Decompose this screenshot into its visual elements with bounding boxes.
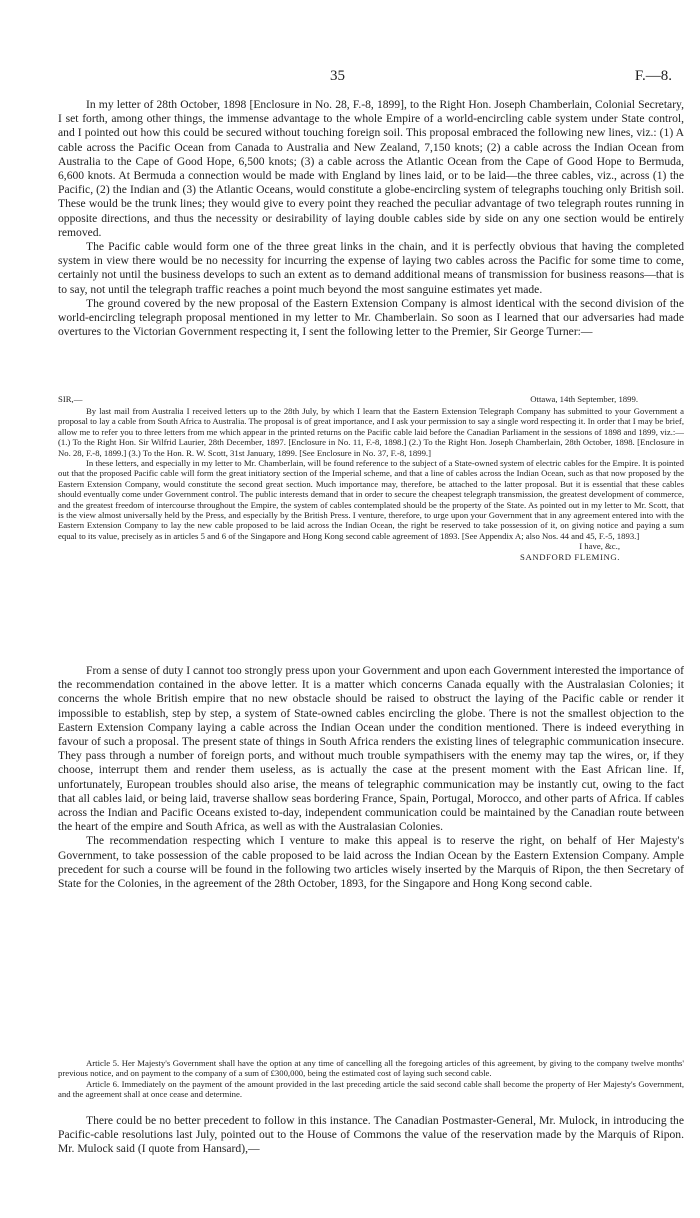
appeal-section: [58, 664, 684, 891]
paragraph-recommendation: The recommendation respecting which I venture to make this appeal is to reserve the right, on behalf of Her Majesty's Government, to take possession of the cable proposed to be laid across the Indian Ocean by the Eastern Extension Company. Ample precedent for such a course will be found in the following two articles wisely inserted by the Marquis of Ripon, the then Secretary of State for the Colonies, in the agreement of the 28th October, 1893, for the Singapore and Hong Kong second cable.: [58, 834, 684, 891]
letter-to-premier: [58, 394, 684, 562]
agreement-articles: [58, 1058, 684, 1100]
closing-section: [58, 1114, 684, 1157]
page-number: 35: [330, 68, 345, 84]
article-6: Article 6. Immediately on the payment of the amount provided in the last preceding article the said second cable shall become the property of Her Majesty's Government, and the agreement shall at once cease and determine.: [58, 1078, 684, 1100]
signature-name: SANDFORD FLEMING.: [520, 551, 620, 562]
letter-salutation: SIR,—: [58, 394, 83, 404]
letter-dateline: Ottawa, 14th September, 1899.: [530, 394, 638, 404]
letter-paragraph: By last mail from Australia I received letters up to the 28th July, by which I learn that the Eastern Extension Telegraph Company has submitted to your Government a proposal to lay a cable from South Africa to Australia. The proposal is of great importance, and I ask your permission to say a single word respecting it. In order that I may be brief, allow me to refer you to three letters from me which appear in the printed returns on the Pacific cable laid before the Canadian Parliament in the sessions of 1898 and 1899, viz.:—(1.) To the Right Hon. Sir Wilfrid Laurier, 28th December, 1897. [Enclosure in No. 11, F.-8, 1898.] (2.) To the Right Hon. Joseph Chamberlain, 28th October, 1898. [Enclosure in No. 28, F.-8, 1899.] (3.) To the Hon. R. W. Scott, 31st January, 1899. [See Enclosure in No. 37, F.-8, 1899.]: [58, 406, 684, 458]
paragraph-duty-appeal: From a sense of duty I cannot too strongly press upon your Government and upon each Government interested the importance of the recommendation contained in the above letter. It is a matter which concerns Canada equally with the Australasian Colonies; it concerns the whole British empire that no new obstacle should be raised to obstruct the laying of the Pacific cable or render it impossible to establish, step by step, a system of State-owned cables encircling the globe. There is not the smallest objection to the Eastern Extension Company laying a cable across the Indian Ocean under the condition mentioned. There is indeed everything in favour of such a proposal. The present state of things in South Africa renders the existing lines of telegraphic communication insecure. They pass through a number of foreign ports, and without much trouble sympathisers with the enemy may tap the wires, or, if they choose, interrupt them and render them useless, as is actually the case at the present moment with the East African line. If, unfortunately, European troubles should also arise, the means of telegraphic communication may be instantly cut, owing to the fact that all cables laid, or being laid, traverse shallow seas bordering France, Spain, Portugal, Morocco, and other parts of Africa. If cables across the Indian and Pacific Oceans existed to-day, independent communication could be maintained by the Canadian route between the heart of the empire and South Africa, as well as with the Australasian Colonies.: [58, 664, 684, 834]
paragraph-precedent: There could be no better precedent to follow in this instance. The Canadian Postmaster-General, Mr. Mulock, in introducing the Pacific-cable resolutions last July, pointed out to the House of Commons the value of the reservation made by the Marquis of Ripon. Mr. Mulock said (I quote from Hansard),—: [58, 1114, 684, 1156]
letter-header: [58, 394, 684, 406]
document-reference: F.—8.: [634, 68, 672, 84]
letter-signature: [58, 552, 684, 562]
paragraph-eastern-extension-proposal: The ground covered by the new proposal of the Eastern Extension Company is almost identical with the second division of the world-encircling telegraph proposal mentioned in my letter to Mr. Chamberlain. So soon as I learned that our adversaries had made overtures to the Victorian Government respecting it, I sent the following letter to the Premier, Sir George Turner:—: [58, 296, 684, 339]
paragraph-world-cable-proposal: In my letter of 28th October, 1898 [Enclosure in No. 28, F.-8, 1899], to the Right Hon. Joseph Chamberlain, Colonial Secretary, I set forth, among other things, the immense advantage to the whole Empire of a world-encircling cable system under State control, and I pointed out how this could be secured without touching foreign soil. This proposal embraced the following new lines, viz.: (1) A cable across the Pacific Ocean from Canada to Australia and New Zealand, 7,150 knots; (2) a cable across the Indian Ocean from Australia to the Cape of Good Hope, 6,500 knots; (3) a cable across the Atlantic Ocean from the Cape of Good Hope to Bermuda, 6,600 knots. At Bermuda a connection would be made with England by lines laid, or to be laid—the three cables, viz., across (1) the Pacific, (2) the Indian and (3) the Atlantic Oceans, would constitute a globe-encircling system of telegraphs touching only British soil. These would be the trunk lines; they would give to every point they reached the peculiar advantage of two telegraph routes running in opposite directions, and thus the necessity or desirability of laying double cables side by side on any one section would be entirely removed.: [58, 98, 684, 239]
article-5: Article 5. Her Majesty's Government shall have the option at any time of cancelling all the foregoing articles of this agreement, by giving to the company twelve months' previous notice, and on payment to the company of a sum of £300,000, being the estimated cost of laying such second cable.: [58, 1058, 684, 1079]
letter-paragraph: In these letters, and especially in my letter to Mr. Chamberlain, will be found reference to the subject of a State-owned system of electric cables for the Empire. It is pointed out that the proposed Pacific cable will form the great initiatory section of the Imperial scheme, and that a line of cables across the Indian Ocean, such as that now proposed by the Eastern Extension Company, would constitute the second great section. Much importance may, therefore, be attached to the latter proposal. But it is essential that these cables should eventually come under Government control. The public interests demand that in order to secure the cheapest telegraph transmission, the greatest development of commerce, and the greatest freedom of intercourse throughout the Empire, the system of cables contemplated should be the property of the State. As pointed out in my letter to Mr. Scott, that is the view almost universally held by the Press, and especially by the British Press. I venture, therefore, to urge upon your Government that in any agreement entered into with the Eastern Extension Company to lay the new cable proposed to be laid across the Indian Ocean, the right be reserved to take possession of it, on giving notice and paying a sum equal to its value, precisely as in articles 5 and 6 of the Singapore and Hong Kong second cable agreement of 1893. [See Appendix A; also Nos. 44 and 45, F.-5, 1893.]: [58, 458, 684, 541]
letter-closing: I have, &c.,: [579, 541, 620, 552]
opening-section: [58, 98, 684, 339]
paragraph-pacific-cable-link: The Pacific cable would form one of the three great links in the chain, and it is perfectly obvious that having the completed system in view there would be no necessity for incurring the expense of laying two cables across the Pacific for some time to come, certainly not until the business develops to such an extent as to demand additional means of transmission for business reasons—that is to say, not until the telegraph traffic reaches a point much beyond the most sanguine estimates yet made.: [58, 240, 684, 296]
